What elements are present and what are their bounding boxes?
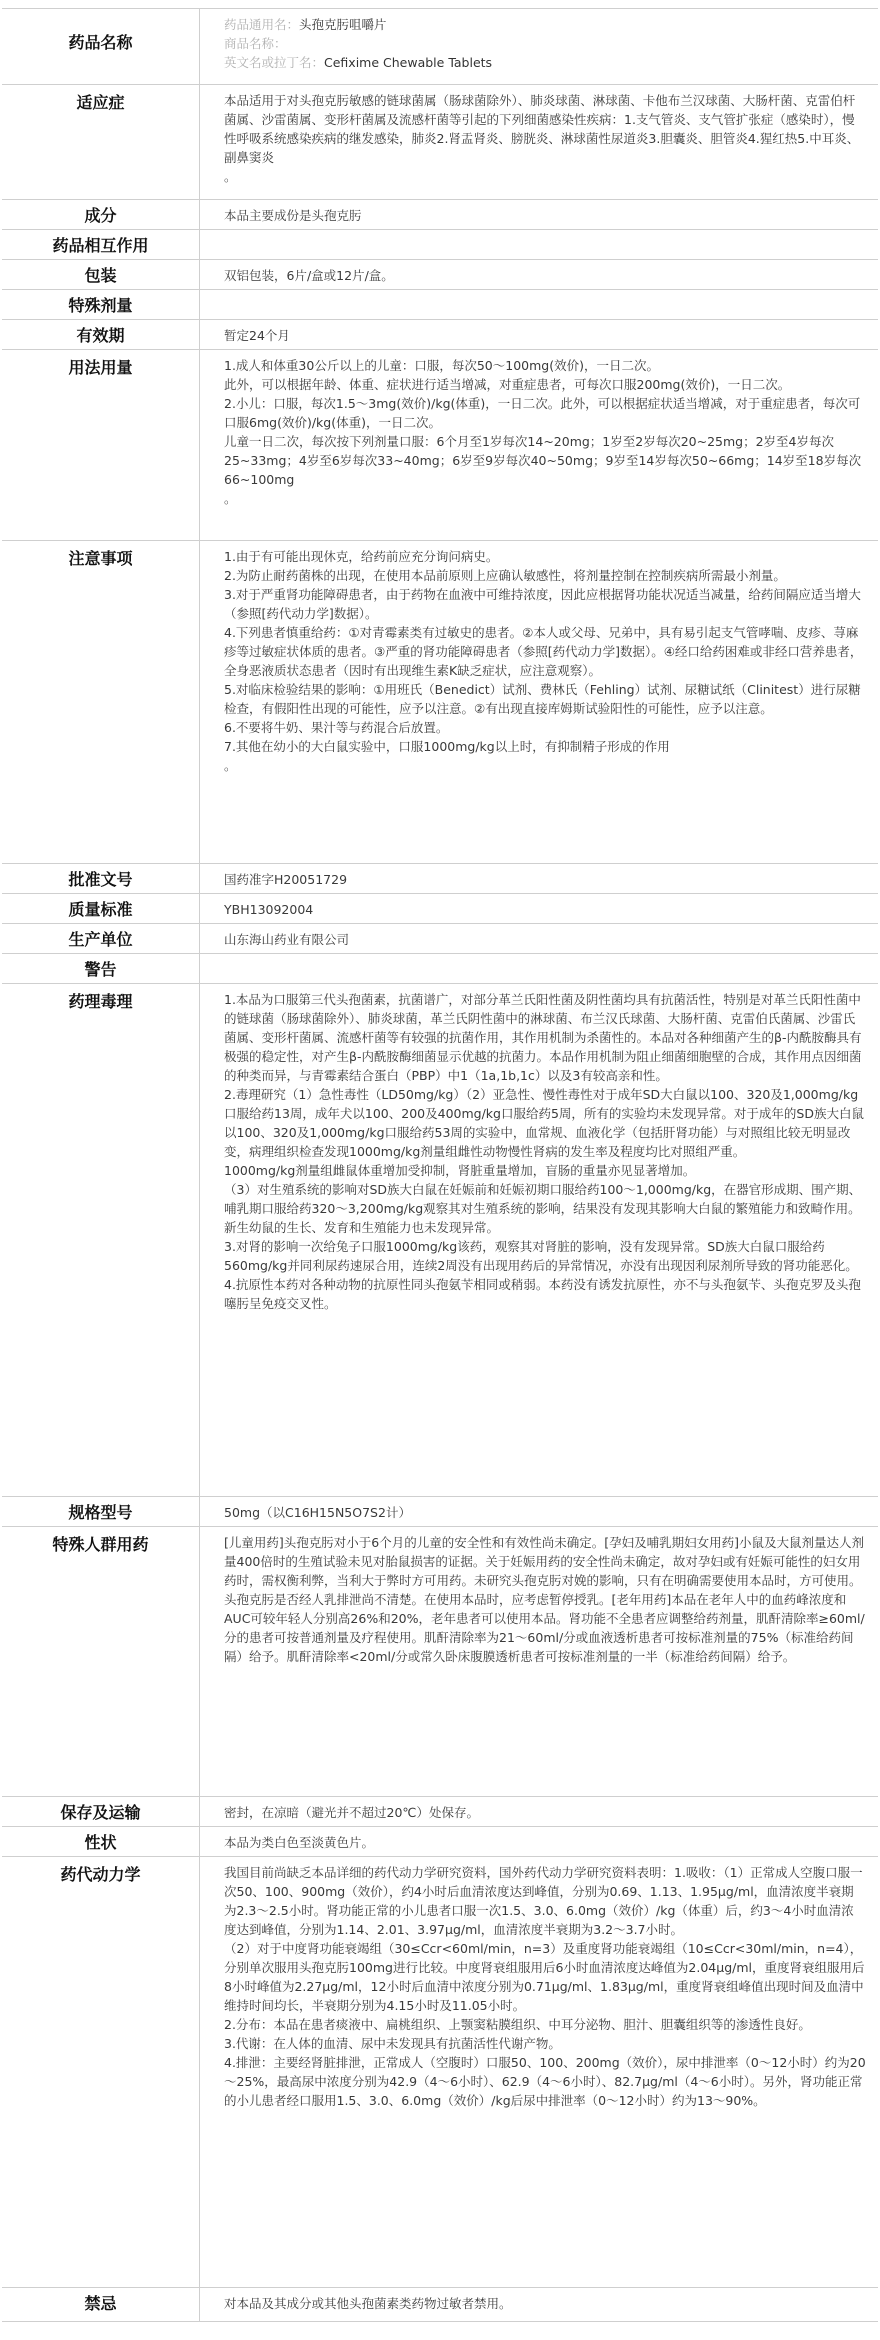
label-pharmacokinetics: 药代动力学 [2, 1857, 200, 2287]
label-usage: 用法用量 [2, 350, 200, 540]
value-contraindication: 对本品及其成分或其他头孢菌素类药物过敏者禁用。 [224, 2296, 512, 2311]
english-name-key: 英文名或拉丁名： [224, 55, 325, 70]
label-approval: 批准文号 [2, 864, 200, 893]
label-appearance: 性状 [2, 1827, 200, 1856]
trade-name-key: 商品名称： [224, 36, 287, 51]
label-spec: 规格型号 [2, 1497, 200, 1526]
row-package [2, 260, 878, 290]
row-interaction [2, 230, 878, 260]
label-precautions: 注意事项 [2, 541, 200, 863]
label-contraindication: 禁忌 [2, 2288, 200, 2321]
label-indication: 适应症 [2, 85, 200, 199]
english-name-line [224, 53, 866, 72]
label-storage: 保存及运输 [2, 1797, 200, 1826]
row-manufacturer [2, 924, 878, 954]
value-package: 双铝包装，6片/盒或12片/盒。 [224, 268, 394, 283]
row-pharmacokinetics [2, 1857, 878, 2288]
label-warning: 警告 [2, 954, 200, 983]
trade-name-line [224, 34, 866, 53]
value-indication: 本品适用于对头孢克肟敏感的链球菌属（肠球菌除外）、肺炎球菌、淋球菌、卡他布兰汉球菌、大肠杆菌、克雷伯杆菌属、沙雷菌属、变形杆菌属及流感杆菌等引起的下列细菌感染性疾病：1.支气管炎、支气管扩张症（感染时），慢性呼吸系统感染疾病的继发感染，肺炎2.肾盂肾炎、膀胱炎、淋球菌性尿道炎3.胆囊炎、胆管炎4.猩红热5.中耳炎、副鼻窦炎 。 [224, 93, 860, 184]
value-special-dosage [200, 290, 878, 319]
row-indication [2, 85, 878, 200]
row-storage [2, 1797, 878, 1827]
value-interaction [200, 230, 878, 259]
generic-name-value: 头孢克肟咀嚼片 [299, 17, 387, 32]
row-approval [2, 864, 878, 894]
label-name: 药品名称 [2, 9, 200, 84]
row-special-population [2, 1527, 878, 1797]
value-storage: 密封，在凉暗（避光并不超过20℃）处保存。 [224, 1805, 479, 1820]
value-special-population: [儿童用药]头孢克肟对小于6个月的儿童的安全性和有效性尚未确定。[孕妇及哺乳期妇女用药]小鼠及大鼠剂量达人剂量400倍时的生殖试验未见对胎鼠损害的证据。关于妊娠用药的安全性尚未确定，故对孕妇或有妊娠可能性的妇女用药时，需权衡利弊，当利大于弊时方可用药。未研究头孢克肟对娩的影响，只有在明确需要使用本品时，方可使用。头孢克肟是否经人乳排泄尚不清楚。在使用本品时，应考虑暂停授乳。[老年用药]本品在老年人中的血药峰浓度和AUC可较年轻人分别高26%和20%，老年患者可以使用本品。肾功能不全患者应调整给药剂量，肌酐清除率≥60ml/分的患者可按普通剂量及疗程使用。肌酐清除率为21～60ml/分或血液透析患者可按标准剂量的75%（标准给药间隔）给予。肌酐清除率<20ml/分或常久卧床腹膜透析患者可按标准剂量的一半（标准给药间隔）给予。 [224, 1535, 865, 1664]
row-standard [2, 894, 878, 924]
value-warning [200, 954, 878, 983]
label-standard: 质量标准 [2, 894, 200, 923]
label-special-population: 特殊人群用药 [2, 1527, 200, 1796]
row-spec [2, 1497, 878, 1527]
value-name [200, 9, 878, 84]
row-warning [2, 954, 878, 984]
value-ingredient: 本品主要成份是头孢克肟 [224, 208, 362, 223]
row-name [2, 9, 878, 85]
label-validity: 有效期 [2, 320, 200, 349]
value-approval: 国药准字H20051729 [224, 872, 348, 887]
value-usage: 1.成人和体重30公斤以上的儿童：口服，每次50～100mg(效价)，一日二次。 此外，可以根据年龄、体重、症状进行适当增减，对重症患者，可每次口服200mg(效价)，一日二次。 2.小儿：口服，每次1.5～3mg(效价)/kg(体重)，一日二次。此外，可以根据症状适当增减，对于重症患者，每次可口服6mg(效价)/kg(体重)，一日二次。 儿童一日二次，每次按下列剂量口服：6个月至1岁每次14~20mg；1岁至2岁每次20~25mg；2岁至4岁每次25~33mg；4岁至6岁每次33~40mg；6岁至9岁每次40~50mg；9岁至14岁每次50~66mg；14岁至18岁每次66~100mg 。 [224, 358, 862, 506]
english-name-value: Cefixime Chewable Tablets [324, 55, 493, 70]
value-precautions: 1.由于有可能出现休克，给药前应充分询问病史。 2.为防止耐药菌株的出现，在使用本品前原则上应确认敏感性，将剂量控制在控制疾病所需最小剂量。 3.对于严重肾功能障碍患者，由于药物在血液中可维持浓度，因此应根据肾功能状况适当减量，给药间隔应适当增大（参照[药代动力学]数据）。 4.下列患者慎重给药：①对青霉素类有过敏史的患者。②本人或父母、兄弟中，具有易引起支气管哮喘、皮疹、荨麻疹等过敏症状体质的患者。③严重的肾功能障碍患者（参照[药代动力学]数据）。④经口给药困难或非经口营养患者，全身恶液质状态患者（因时有出现维生素K缺乏症状，应注意观察）。 5.对临床检验结果的影响：①用班氏（Benedict）试剂、费林氏（Fehling）试剂、尿糖试纸（Clinitest）进行尿糖检查，有假阳性出现的可能性，应予以注意。②有出现直接库姆斯试验阳性的可能性，应予以注意。 6.不要将牛奶、果汁等与药混合后放置。 7.其他在幼小的大白鼠实验中，口服1000mg/kg以上时，有抑制精子形成的作用 。 [224, 549, 863, 773]
row-usage [2, 350, 878, 541]
label-ingredient: 成分 [2, 200, 200, 229]
label-manufacturer: 生产单位 [2, 924, 200, 953]
value-validity: 暂定24个月 [224, 328, 290, 343]
label-special-dosage: 特殊剂量 [2, 290, 200, 319]
row-ingredient [2, 200, 878, 230]
row-special-dosage [2, 290, 878, 320]
value-pharmacokinetics: 我国目前尚缺乏本品详细的药代动力学研究资料，国外药代动力学研究资料表明：1.吸收：（1）正常成人空腹口服一次50、100、900mg（效价），约4小时后血清浓度达到峰值，分别为0.69、1.13、1.95μg/ml，血清浓度半衰期为2.3～2.5小时。肾功能正常的小儿患者口服一次1.5、3.0、6.0mg（效价）/kg（体重）后，约3～4小时血清浓度达到峰值，分别为1.14、2.01、3.97μg/ml，血清浓度半衰期为3.2～3.7小时。 （2）对于中度肾功能衰竭组（30≤Ccr<60ml/min，n=3）及重度肾功能衰竭组（10≤Ccr<30ml/min，n=4），分别单次服用头孢克肟100mg进行比较。中度肾衰组服用后6小时血清浓度达峰值为2.04μg/ml，重度肾衰组服用后8小时峰值为2.27μg/ml，12小时后血清中浓度分别为0.71μg/ml、1.83μg/ml，重度肾衰组峰值出现时间及血清中维持时间均长，半衰期分别为4.15小时及11.05小时。 2.分布：本品在患者痰液中、扁桃组织、上颚窦粘膜组织、中耳分泌物、胆汁、胆囊组织等的渗透性良好。 3.代谢：在人体的血清、尿中未发现具有抗菌活性代谢产物。 4.排泄：主要经肾脏排泄，正常成人（空腹时）口服50、100、200mg（效价），尿中排泄率（0～12小时）约为20～25%，最高尿中浓度分别为42.9（4～6小时）、62.9（4～6小时）、82.7μg/ml（4～6小时）。另外，肾功能正常的小儿患者经口服用1.5、3.0、6.0mg（效价）/kg后尿中排泄率（0～12小时）约为13～90%。 [224, 1865, 866, 2108]
drug-info-table [2, 8, 878, 2322]
row-contraindication [2, 2288, 878, 2322]
value-spec: 50mg（以C16H15N5O7S2计） [224, 1505, 411, 1520]
row-validity [2, 320, 878, 350]
value-appearance: 本品为类白色至淡黄色片。 [224, 1835, 375, 1850]
generic-name-key: 药品通用名： [224, 17, 300, 32]
row-pharmacology [2, 984, 878, 1497]
value-pharmacology: 1.本品为口服第三代头孢菌素，抗菌谱广，对部分革兰氏阳性菌及阴性菌均具有抗菌活性，特别是对革兰氏阳性菌中的链球菌（肠球菌除外）、肺炎球菌，革兰氏阴性菌中的淋球菌、布兰汉氏球菌、大肠杆菌、克雷伯氏菌属、沙雷氏菌属、变形杆菌属、流感杆菌等有较强的抗菌作用，其作用机制为杀菌性的。本品对各种细菌产生的β-内酰胺酶具有极强的稳定性，对产生β-内酰胺酶细菌显示优越的抗菌力。本品作用机制为阻止细菌细胞壁的合成，其作用点因细菌的种类而异，与青霉素结合蛋白（PBP）中1（1a,1b,1c）以及3有较高亲和性。 2.毒理研究（1）急性毒性（LD50mg/kg）（2）亚急性、慢性毒性对于成年SD大白鼠以100、320及1,000mg/kg口服给药13周，成年犬以100、200及400mg/kg口服给药5周，所有的实验均未发现异常。对于成年的SD族大白鼠以100、320及1,000mg/kg口服给药53周的实验中，血常规、血液化学（包括肝肾功能）与对照组比较无明显改变，病理组织检查发现1000mg/kg剂量组雌性动物慢性肾病的发生率及程度均比对照组严重。 1000mg/kg剂量组雌鼠体重增加受抑制，肾脏重量增加，盲肠的重量亦见显著增加。 （3）对生殖系统的影响对SD族大白鼠在妊娠前和妊娠初期口服给药100～1,000mg/kg，在器官形成期、围产期、哺乳期口服给药320～3,200mg/kg观察其对生殖系统的影响，结果没有发现其影响大白鼠的繁殖能力和致畸作用。新生幼鼠的生长、发育和生殖能力也未发现异常。 3.对肾的影响一次给兔子口服1000mg/kg该药，观察其对肾脏的影响，没有发现异常。SD族大白鼠口服给药560mg/kg并同利尿药速尿合用，连续2周没有出现用药后的异常情况，亦没有出现因利尿剂所导致的肾功能恶化。 4.抗原性本药对各种动物的抗原性同头孢氨苄相同或稍弱。本药没有诱发抗原性，亦不与头孢氨苄、头孢克罗及头孢噻肟呈免疫交叉性。 [224, 992, 864, 1311]
value-standard: YBH13092004 [224, 902, 314, 917]
generic-name-line [224, 15, 866, 34]
label-package: 包装 [2, 260, 200, 289]
row-precautions [2, 541, 878, 864]
value-manufacturer: 山东海山药业有限公司 [224, 932, 350, 947]
label-interaction: 药品相互作用 [2, 230, 200, 259]
label-pharmacology: 药理毒理 [2, 984, 200, 1496]
row-appearance [2, 1827, 878, 1857]
